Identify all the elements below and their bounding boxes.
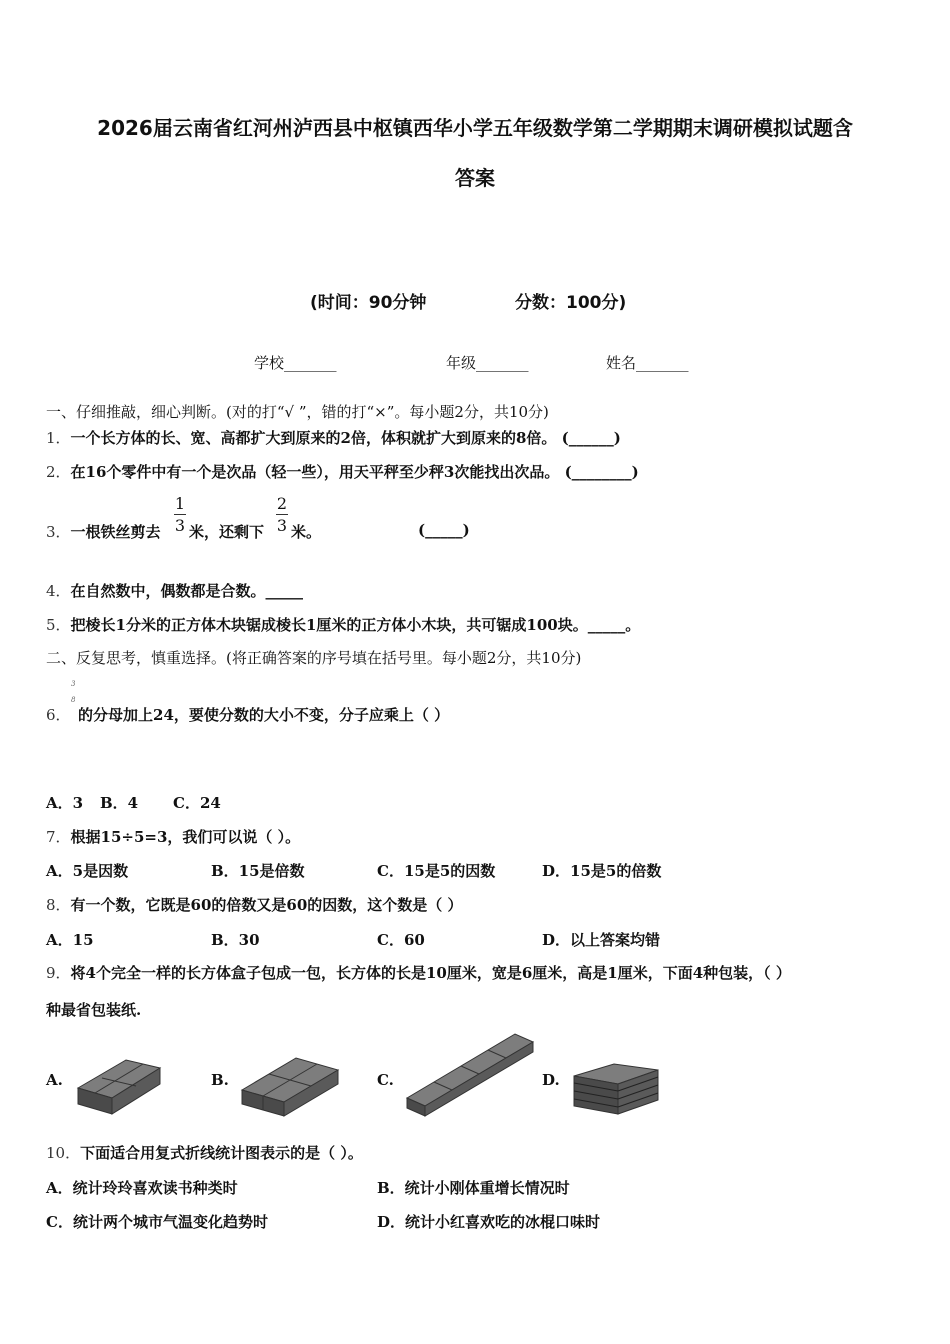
fraction-numerator: 1: [174, 494, 186, 513]
question-8: [46, 894, 463, 915]
question-number: 10．: [46, 1144, 81, 1162]
grade-field: 年级_______: [446, 354, 529, 372]
q7-option-d: D．15是5的倍数: [542, 862, 662, 880]
question-text: 一个长方体的长、宽、高都扩大到原来的2倍，体积就扩大到原来的8倍。 (______): [70, 429, 621, 447]
fraction-numerator: 2: [276, 494, 288, 513]
q6-option-c: C．24: [173, 794, 221, 812]
q7-option-c: C．15是5的因数: [377, 862, 496, 880]
question-1: [46, 427, 621, 448]
box-package-d-image: [570, 1058, 662, 1118]
box-package-c-image: [403, 1028, 537, 1118]
fraction-one-third: [174, 494, 186, 535]
q7-option-a: A．5是因数: [46, 862, 129, 880]
fraction-two-thirds: [276, 494, 288, 535]
question-6-text: 的分母加上24，要使分数的大小不变，分子应乘上（ ）: [78, 706, 450, 724]
fraction-denominator: 3: [174, 516, 186, 535]
question-number: 6．: [46, 706, 71, 724]
question-text: 根据15÷5=3，我们可以说（ ）。: [70, 828, 301, 846]
q10-option-d: D．统计小红喜欢吃的冰棍口味时: [377, 1213, 601, 1231]
answer-blank: (_____): [418, 521, 470, 539]
question-3: [46, 521, 161, 542]
question-9: [46, 962, 791, 983]
question-number: 1．: [46, 429, 71, 447]
question-number: 4．: [46, 582, 71, 600]
q8-option-d: D．以上答案均错: [542, 931, 661, 949]
question-number: 2．: [46, 463, 71, 481]
question-3-middle: 米，还剩下: [189, 523, 265, 541]
exam-score: 分数：100分): [515, 293, 627, 313]
exam-time: (时间：90分钟: [310, 293, 427, 313]
tiny-fraction-denominator: 8: [71, 696, 76, 704]
question-3-end: 米。: [291, 523, 322, 541]
q9-option-b-label: B.: [211, 1071, 229, 1089]
school-field: 学校_______: [254, 354, 337, 372]
q9-option-d-label: D.: [542, 1071, 560, 1089]
question-number: 3．: [46, 523, 71, 541]
q9-option-a-label: A.: [46, 1071, 63, 1089]
question-4: [46, 580, 303, 601]
question-text: 下面适合用复式折线统计图表示的是（ ）。: [80, 1144, 363, 1162]
q9-option-c-label: C.: [377, 1071, 394, 1089]
question-2: [46, 461, 639, 482]
question-number: 8．: [46, 896, 71, 914]
q6-option-b: B．4: [100, 794, 139, 812]
document-title-line1: 2026届云南省红河州泸西县中枢镇西华小学五年级数学第二学期期末调研模拟试题含: [97, 116, 853, 140]
question-text: 有一个数，它既是60的倍数又是60的因数，这个数是（ ）: [70, 896, 463, 914]
question-5: [46, 614, 640, 635]
q10-option-c: C．统计两个城市气温变化趋势时: [46, 1213, 268, 1231]
question-text: 将4个完全一样的长方体盒子包成一包，长方体的长是10厘米，宽是6厘米，高是1厘米，下面4种包装，（ ）: [70, 964, 791, 982]
q7-option-b: B．15是倍数: [211, 862, 305, 880]
question-9-line2: 种最省包装纸.: [46, 1001, 142, 1019]
q8-option-a: A．15: [46, 931, 94, 949]
section2-heading: 二、反复思考，慎重选择。(将正确答案的序号填在括号里。每小题2分，共10分): [46, 649, 582, 667]
q10-option-a: A．统计玲玲喜欢读书种类时: [46, 1179, 238, 1197]
question-number: 5．: [46, 616, 71, 634]
box-package-b-image: [238, 1052, 342, 1118]
question-7: [46, 826, 300, 847]
name-field: 姓名_______: [606, 354, 689, 372]
fraction-denominator: 3: [276, 516, 288, 535]
q8-option-c: C．60: [377, 931, 425, 949]
document-title-line2: 答案: [455, 166, 495, 190]
question-10: [46, 1142, 363, 1163]
q6-option-a: A．3: [46, 794, 84, 812]
question-number: 9．: [46, 964, 71, 982]
question-text: 在自然数中，偶数都是合数。_____: [70, 582, 304, 600]
question-text: 把棱长1分米的正方体木块锯成棱长1厘米的正方体小木块，共可锯成100块。_____。: [70, 616, 641, 634]
question-number: 7．: [46, 828, 71, 846]
q10-option-b: B．统计小刚体重增长情况时: [377, 1179, 570, 1197]
tiny-fraction-numerator: 3: [71, 680, 76, 688]
question-text: 在16个零件中有一个是次品（轻一些），用天平秤至少秤3次能找出次品。 (________): [70, 463, 639, 481]
section1-heading: 一、仔细推敲，细心判断。(对的打“√ ”，错的打“×”。每小题2分，共10分): [46, 403, 549, 421]
q8-option-b: B．30: [211, 931, 260, 949]
question-6: [46, 704, 71, 725]
box-package-a-image: [74, 1052, 164, 1118]
question-text: 一根铁丝剪去: [70, 523, 161, 541]
